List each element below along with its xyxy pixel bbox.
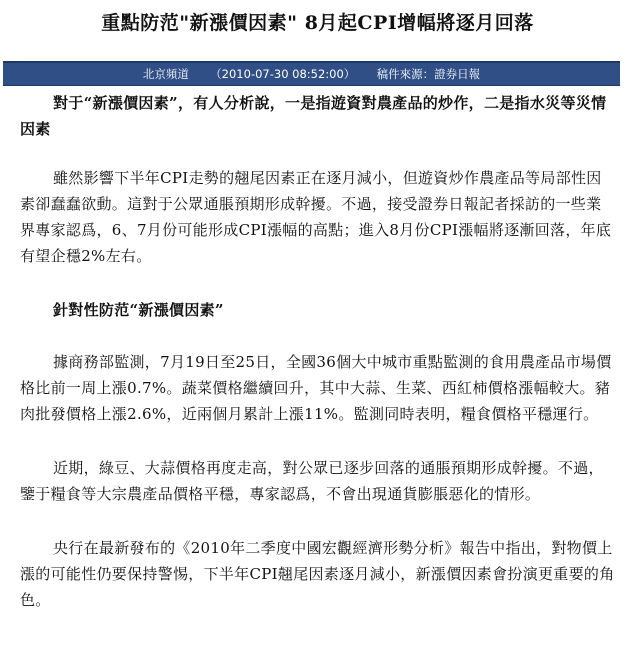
body-paragraph: 央行在最新發布的《2010年二季度中國宏觀經濟形勢分析》報告中指出，對物價上漲的可能性仍要保持警惕，下半年CPI翹尾因素逐月減小，新漲價因素會扮演更重要的角色。	[20, 539, 615, 609]
page-title: 重點防范"新漲價因素" 8月起CPI增幅將逐月回落	[101, 12, 534, 34]
article-meta-bar	[3, 61, 620, 86]
body-paragraph: 雖然影響下半年CPI走勢的翹尾因素正在逐月減小，但遊資炒作農產品等局部性因素卻蠢蠢欲動。這對于公眾通脹預期形成幹擾。不過，接受證券日報記者採訪的一些業界專家認爲，6、7月份可能形成CPI漲幅的高點；進入8月份CPI漲幅將逐漸回落，年底有望企穩2%左右。	[20, 169, 612, 265]
section-subheading: 針對性防范“新漲價因素”	[53, 301, 224, 319]
publish-datetime: （2010-07-30 08:52:00）	[210, 67, 356, 81]
article-body	[20, 90, 615, 641]
body-paragraph: 近期，綠豆、大蒜價格再度走高，對公眾已逐步回落的通脹預期形成幹擾。不過，鑒于糧食等大宗農產品價格平穩，專家認爲，不會出現通貨膨脹惡化的情形。	[20, 459, 604, 503]
channel-label: 北京頻道	[142, 67, 189, 81]
source-label: 稿件來源：證券日報	[376, 67, 481, 81]
lead-paragraph: 對于“新漲價因素”，有人分析說，一是指遊資對農產品的炒作，二是指水災等災情因素	[20, 94, 607, 138]
body-paragraph: 據商務部監測，7月19日至25日，全國36個大中城市重點監測的食用農產品市場價格比前一周上漲0.7%。蔬菜價格繼續回升，其中大蒜、生菜、西紅柿價格漲幅較大。豬肉批發價格上漲2.6%，近兩個月累計上漲11%。監測同時表明，糧食價格平穩運行。	[20, 353, 612, 423]
